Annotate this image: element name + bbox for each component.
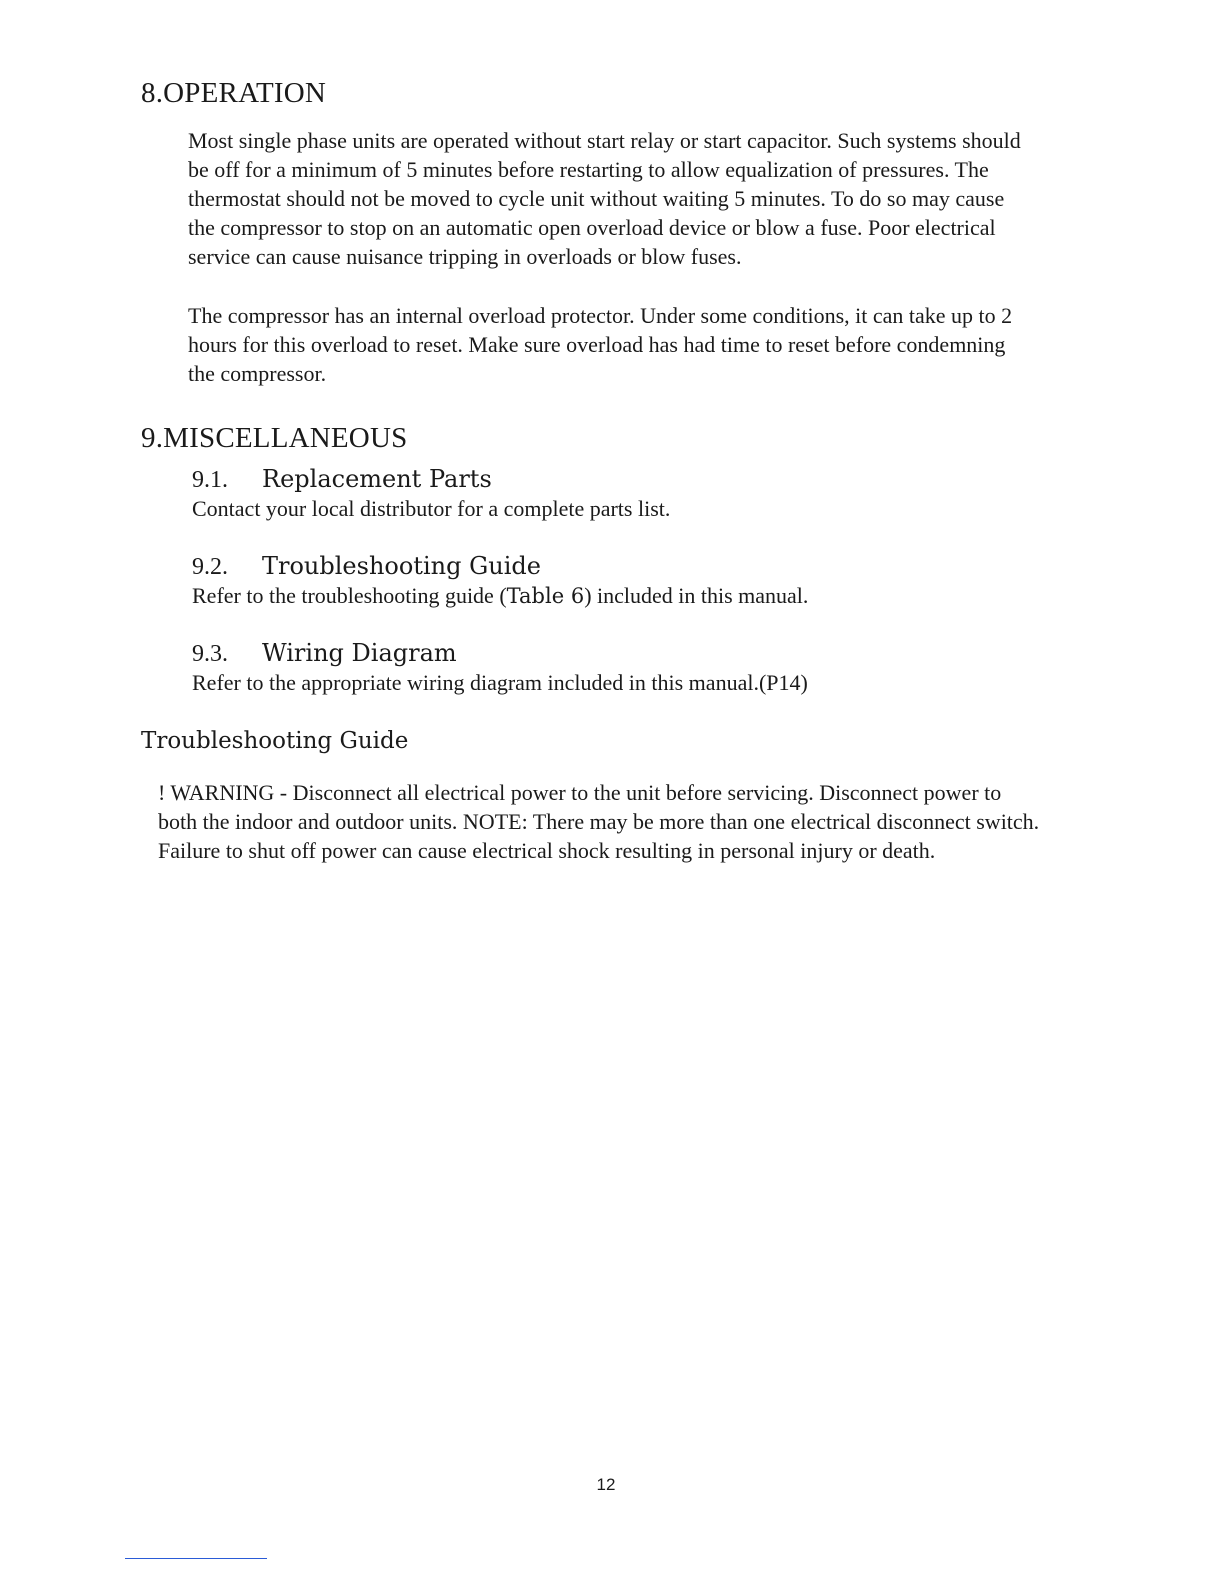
warning-paragraph bbox=[158, 778, 1039, 865]
footer-rule bbox=[125, 1558, 267, 1559]
text-line: thermostat should not be moved to cycle unit without waiting 5 minutes. To do so may cause bbox=[188, 186, 1005, 211]
page-number: 12 bbox=[596, 1475, 616, 1494]
section-8-heading: 8.OPERATION bbox=[141, 77, 327, 109]
table-reference: Table 6 bbox=[506, 584, 585, 608]
text-line: the compressor. bbox=[188, 361, 327, 386]
subsection-9-1-body: Contact your local distributor for a complete parts list. bbox=[192, 496, 671, 521]
subsection-9-3-heading bbox=[192, 638, 457, 669]
subsection-9-3-body: Refer to the appropriate wiring diagram included in this manual.(P14) bbox=[192, 670, 808, 695]
operation-paragraph-2 bbox=[188, 301, 1012, 388]
text-line: hours for this overload to reset. Make sure overload has had time to reset before condemning bbox=[188, 332, 1006, 357]
subsection-number: 9.1. bbox=[192, 467, 228, 493]
text-line: both the indoor and outdoor units. NOTE: There may be more than one electrical disconnect switch. bbox=[158, 809, 1040, 834]
troubleshooting-guide-heading: Troubleshooting Guide bbox=[141, 728, 409, 754]
subsection-title: Wiring Diagram bbox=[262, 639, 457, 667]
subsection-9-2-body bbox=[192, 581, 808, 611]
text-line: service can cause nuisance tripping in overloads or blow fuses. bbox=[188, 244, 742, 269]
text-line: be off for a minimum of 5 minutes before restarting to allow equalization of pressures. The bbox=[188, 157, 989, 182]
operation-paragraph-1 bbox=[188, 126, 1021, 271]
subsection-9-2-heading bbox=[192, 551, 541, 582]
subsection-9-1-heading bbox=[192, 464, 492, 495]
text-line: The compressor has an internal overload protector. Under some conditions, it can take up to 2 bbox=[188, 303, 1013, 328]
subsection-number: 9.2. bbox=[192, 554, 228, 580]
text-line: Failure to shut off power can cause electrical shock resulting in personal injury or death. bbox=[158, 838, 936, 863]
text-line: ! WARNING - Disconnect all electrical power to the unit before servicing. Disconnect power to bbox=[158, 780, 1002, 805]
section-9-heading: 9.MISCELLANEOUS bbox=[141, 422, 408, 454]
subsection-title: Troubleshooting Guide bbox=[262, 552, 541, 580]
text-line: the compressor to stop on an automatic open overload device or blow a fuse. Poor electrical bbox=[188, 215, 996, 240]
subsection-number: 9.3. bbox=[192, 641, 228, 667]
body-text: ) included in this manual. bbox=[584, 583, 809, 608]
body-text: Refer to the troubleshooting guide ( bbox=[192, 583, 507, 608]
text-line: Most single phase units are operated without start relay or start capacitor. Such systems should bbox=[188, 128, 1021, 153]
subsection-title: Replacement Parts bbox=[262, 465, 492, 493]
